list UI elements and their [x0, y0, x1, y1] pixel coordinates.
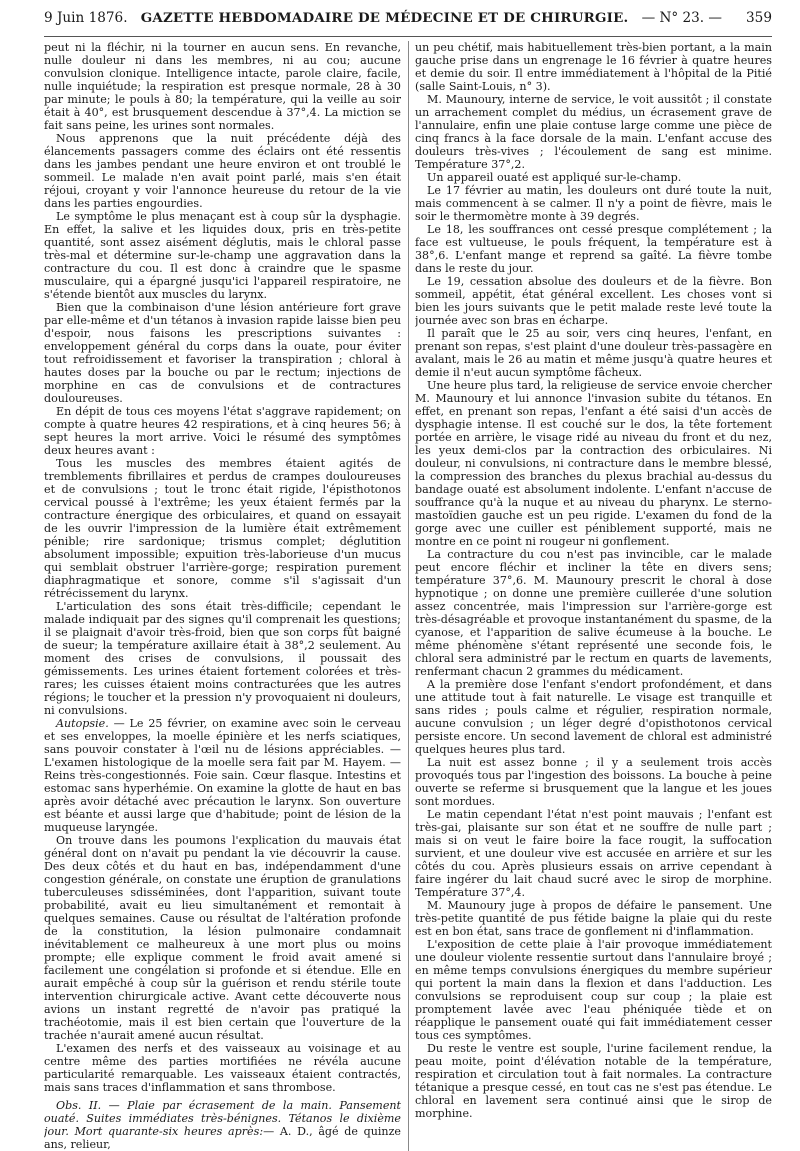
paragraph-text: Il paraît que le 25 au soir, vers cinq heures, l'enfant, en prenant son repas, s'est plaint d'une douleur très-passagère en avalant, mais le 26 au matin et même jusqu'à quatre heures et demie il n'eut aucun symptôme fâcheux. [415, 327, 772, 379]
paragraph-text: Le 19, cessation absolue des douleurs et de la fièvre. Bon sommeil, appétit, état général excellent. Les choses vont si bien les jours suivants que le petit malade reste levé toute la journée avec son bras en écharpe. [415, 275, 772, 327]
paragraph-text: La nuit est assez bonne ; il y a seulement trois accès provoqués tous par l'ingestion des boissons. La bouche à peine ouverte se referme si brusquement que la langue et les joues sont mordues. [415, 756, 772, 808]
paragraph-text: — A. D., âgé de quinze ans, relieur, [44, 1125, 401, 1151]
paragraph-text: L'articulation des sons était très-difficile; cependant le malade indiquait par des signes qu'il comprenait les questions; il se plaignait d'avoir très-froid, bien que son corps fût baigné de sueur; la température axillaire était à 38°,2 seulement. Au moment des crises de convulsions, il poussait des gémissements. Les urines étaient fortement colorées et très-rares; les cuisses étaient moins contracturées que les autres régions; le toucher et la pression n'y provoquaient ni douleurs, ni convulsions. [44, 600, 401, 717]
paragraph-text: Le symptôme le plus menaçant est à coup sûr la dysphagie. En effet, la salive et les liquides doux, pris en très-petite quantité, sont assez aisément déglutis, mais le chloral passe très-mal et détermine sur-le-champ une aggravation dans la contracture du cou. Il est donc à craindre que le spasme musculaire, qui a épargné jusqu'ici l'appareil respiratoire, ne s'étende bientôt aux muscles du larynx. [44, 210, 401, 301]
paragraph-text: Une heure plus tard, la religieuse de service envoie chercher M. Maunoury et lui annonce l'invasion subite du tétanos. En effet, en prenant son repas, l'enfant a été saisi d'un accès de dysphagie intense. Il est couché sur le dos, la tête fortement portée en arrière, le visage ridé au niveau du front et du nez, les yeux demi-clos par la contraction des orbiculaires. Ni douleur, ni convulsions, ni contracture dans le membre blessé, la compression des branches du plexus brachial au-dessus du bandage ouaté est absolument indolente. L'enfant n'accuse de souffrance qu'à la nuque et au niveau du pharynx. Le sterno-mastoïdien gauche est un peu rigide. L'examen du fond de la gorge avec une cuiller est péniblement supporté, mais ne montre en ce point ni rougeur ni gonflement. [415, 379, 772, 548]
paragraph-text: Le matin cependant l'état n'est point mauvais ; l'enfant est très-gai, plaisante sur son état et ne souffre de nulle part ; mais si on veut le faire boire la face rougit, la suffocation survient, et une douleur vive est accusée en arrière et sur les côtés du cou. Après plusieurs essais on arrive cependant à faire ingérer du lait chaud sucré avec le sirop de morphine. Température 37°,4. [415, 808, 772, 899]
page-number: 359 [746, 10, 772, 26]
paragraph [415, 1042, 772, 1120]
header-date: 9 Juin 1876. [44, 10, 128, 26]
journal-title: GAZETTE HEBDOMADAIRE DE MÉDECINE ET DE CHIRURGIE. [140, 10, 629, 26]
paragraph-text: un peu chétif, mais habituellement très-bien portant, a la main gauche prise dans un engrenage le 16 février à quatre heures et demie du soir. Il entre immédiatement à l'hôpital de la Pitié (salle Saint-Louis, n° 3). [415, 41, 772, 93]
paragraph [44, 834, 401, 1042]
paragraph-text: Du reste le ventre est souple, l'urine facilement rendue, la peau moite, point d'élévation notable de la température, respiration et circulation tout à fait normales. La contracture tétanique a presque cessé, en tout cas ne s'est pas étendue. Le chloral en lavement sera continué ainsi que le sirop de morphine. [415, 1042, 772, 1120]
paragraph-label: Obs. II. — Plaie par écrasement de la main. Pansement ouaté. Suites immédiates très-bénignes. Tétanos le dixième jour. Mort quarante-six heures après: [44, 1099, 401, 1138]
left-column [44, 41, 401, 1151]
paragraph-text: Le 18, les souffrances ont cessé presque complétement ; la face est vultueuse, le pouls fréquent, la température est à 38°,6. L'enfant mange et reprend sa gaîté. La fièvre tombe dans le reste du jour. [415, 223, 772, 275]
paragraph [44, 1042, 401, 1094]
right-column [415, 41, 772, 1151]
paragraph-text: On trouve dans les poumons l'explication du mauvais état général dont on n'avait pu pendant la vie découvrir la cause. Des deux côtés et du haut en bas, indépendamment d'une congestion générale, on constate une éruption de granulations tuberculeuses sdisséminées, dont l'apparition, suivant toute probabilité, avait eu lieu simultanément et remontait à quelques semaines. Cause ou résultat de l'altération profonde de la constitution, la lésion pulmonaire condamnait inévitablement ce malheureux à une mort plus ou moins prompte; elle explique comment le froid avait amené si facilement une congélation si profonde et si étendue. Elle en aurait empêché à coup sûr la guérison et rendu stérile toute intervention chirurgicale active. Avant cette découverte nous avions un instant regretté de n'avoir pas pratiqué la trachéotomie, mais il est bien certain que l'ouverture de la trachée n'aurait amené aucun résultat. [44, 834, 401, 1042]
paragraph-text: M. Maunoury juge à propos de défaire le pansement. Une très-petite quantité de pus fétide baigne la plaie qui du reste est en bon état, sans trace de gonflement ni d'inflammation. [415, 899, 772, 938]
paragraph-text: Un appareil ouaté est appliqué sur-le-champ. [427, 171, 682, 184]
paragraph-text: M. Maunoury, interne de service, le voit aussitôt ; il constate un arrachement complet du médius, un écrasement grave de l'annulaire, enfin une plaie contuse large comme une pièce de cinq francs à la face dorsale de la main. L'enfant accuse des douleurs très-vives ; l'écoulement de sang est minime. Température 37°,2. [415, 93, 772, 171]
paragraph [415, 41, 772, 93]
paragraph [44, 210, 401, 301]
paragraph [44, 1099, 401, 1151]
paragraph-label: Autopsie. [56, 717, 109, 730]
paragraph-text: Nous apprenons que la nuit précédente déjà des élancements passagers comme des éclairs ont été ressentis dans les jambes pendant une heure environ et ont troublé le sommeil. Le malade n'en avait point parlé, mais s'en était réjoui, croyant y voir l'annonce heureuse du retour de la vie dans les parties engourdies. [44, 132, 401, 210]
paragraph [415, 938, 772, 1042]
paragraph-text: A la première dose l'enfant s'endort profondément, et dans une attitude tout à fait naturelle. Le visage est tranquille et sans rides ; pouls calme et régulier, respiration normale, aucune convulsion ; un léger degré d'opisthotonos cervical persiste encore. Un second lavement de chloral est administré quelques heures plus tard. [415, 678, 772, 756]
paragraph [44, 457, 401, 600]
running-header [44, 10, 772, 37]
paragraph [415, 184, 772, 223]
paragraph-text: Bien que la combinaison d'une lésion antérieure fort grave par elle-même et d'un tétanos à invasion rapide laisse bien peu d'espoir, nous faisons les prescriptions suivantes : enveloppement général du corps dans la ouate, pour éviter tout refroidissement et favoriser la transpiration ; chloral à hautes doses par la bouche ou par le rectum; injections de morphine en cas de convulsions et de contractures douloureuses. [44, 301, 401, 405]
paragraph-text: La contracture du cou n'est pas invincible, car le malade peut encore fléchir et incliner la tête en divers sens; température 37°,6. M. Maunoury prescrit le choral à dose hypnotique ; on donne une première cuillerée d'une solution assez concentrée, mais l'impression sur l'arrière-gorge est très-désagréable et provoque instantanément du spasme, de la cyanose, et l'apparition de salive écumeuse à la bouche. Le même phénomène s'étant représenté une seconde fois, le chloral sera administré par le rectum en quarts de lavements, renfermant chacun 2 grammes du médicament. [415, 548, 772, 678]
paragraph [415, 171, 772, 184]
paragraph-text: L'examen des nerfs et des vaisseaux au voisinage et au centre même des parties mortifiées ne révéla aucune particularité remarquable. Les vaisseaux étaient contractés, mais sans traces d'inflammation et sans thrombose. [44, 1042, 401, 1094]
issue-number: — N° 23. — [641, 10, 723, 26]
paragraph-text: Tous les muscles des membres étaient agités de tremblements fibrillaires et perdus de crampes douloureuses et de convulsions ; tout le tronc était rigide, l'épisthotonos cervical poussé à l'extrême; les yeux étaient fermés par la contracture énergique des orbiculaires, et quand on essayait de les ouvrir l'impression de la lumière était extrêmement pénible; rire sardonique; trismus complet; déglutition absolument impossible; expuition très-laborieuse d'un mucus qui semblait obstruer l'arrière-gorge; respiration purement diaphragmatique et sonore, comme s'il s'agissait d'un rétrécissement du larynx. [44, 457, 401, 600]
paragraph [415, 899, 772, 938]
paragraph [415, 93, 772, 171]
paragraph [415, 756, 772, 808]
text-columns [44, 41, 772, 1151]
paragraph-text: L'exposition de cette plaie à l'air provoque immédiatement une douleur violente ressentie surtout dans l'annulaire broyé ; en même temps convulsions énergiques du membre supérieur qui portent la main dans la flexion et dans l'adduction. Les convulsions se reproduisent coup sur coup ; la plaie est promptement lavée avec l'eau phéniquée tiède et on réapplique le pansement ouaté qui fait immédiatement cesser tous ces symptômes. [415, 938, 772, 1042]
paragraph [415, 548, 772, 678]
header-issue-page [642, 10, 772, 26]
paragraph-text: En dépit de tous ces moyens l'état s'aggrave rapidement; on compte à quatre heures 42 respirations, et à cinq heures 56; à sept heures la mort arrive. Voici le résumé des symptômes deux heures avant : [44, 405, 401, 457]
paragraph-text: — Le 25 février, on examine avec soin le cerveau et ses enveloppes, la moelle épinière et les nerfs sciatiques, sans pouvoir constater à l'œil nu de lésions appréciables. — L'examen histologique de la moelle sera fait par M. Hayem. —Reins très-congestionnés. Foie sain. Cœur flasque. Intestins et estomac sans hyperhémie. On examine la glotte de haut en bas après avoir détaché avec précaution le larynx. Son ouverture est béante et aussi large que d'habitude; point de lésion de la muqueuse laryngée. [44, 717, 401, 834]
paragraph [415, 808, 772, 899]
paragraph [44, 301, 401, 405]
paragraph [415, 275, 772, 327]
paragraph [415, 379, 772, 548]
paragraph [415, 327, 772, 379]
paragraph [415, 678, 772, 756]
paragraph [415, 223, 772, 275]
paragraph [44, 405, 401, 457]
paragraph [44, 717, 401, 834]
paragraph-text: Le 17 février au matin, les douleurs ont duré toute la nuit, mais commencent à se calmer. Il n'y a point de fièvre, mais le soir le thermomètre monte à 39 degrés. [415, 184, 772, 223]
paragraph [44, 41, 401, 132]
paragraph [44, 132, 401, 210]
paragraph [44, 600, 401, 717]
paragraph-text: peut ni la fléchir, ni la tourner en aucun sens. En revanche, nulle douleur ni dans les membres, ni au cou; aucune convulsion clonique. Intelligence intacte, parole claire, facile, nulle inquiétude; la respiration est presque normale, 28 à 30 par minute; le pouls à 80; la température, qui la veille au soir était à 40°, est brusquement descendue à 37°,4. La miction se fait sans peine, les urines sont normales. [44, 41, 401, 132]
